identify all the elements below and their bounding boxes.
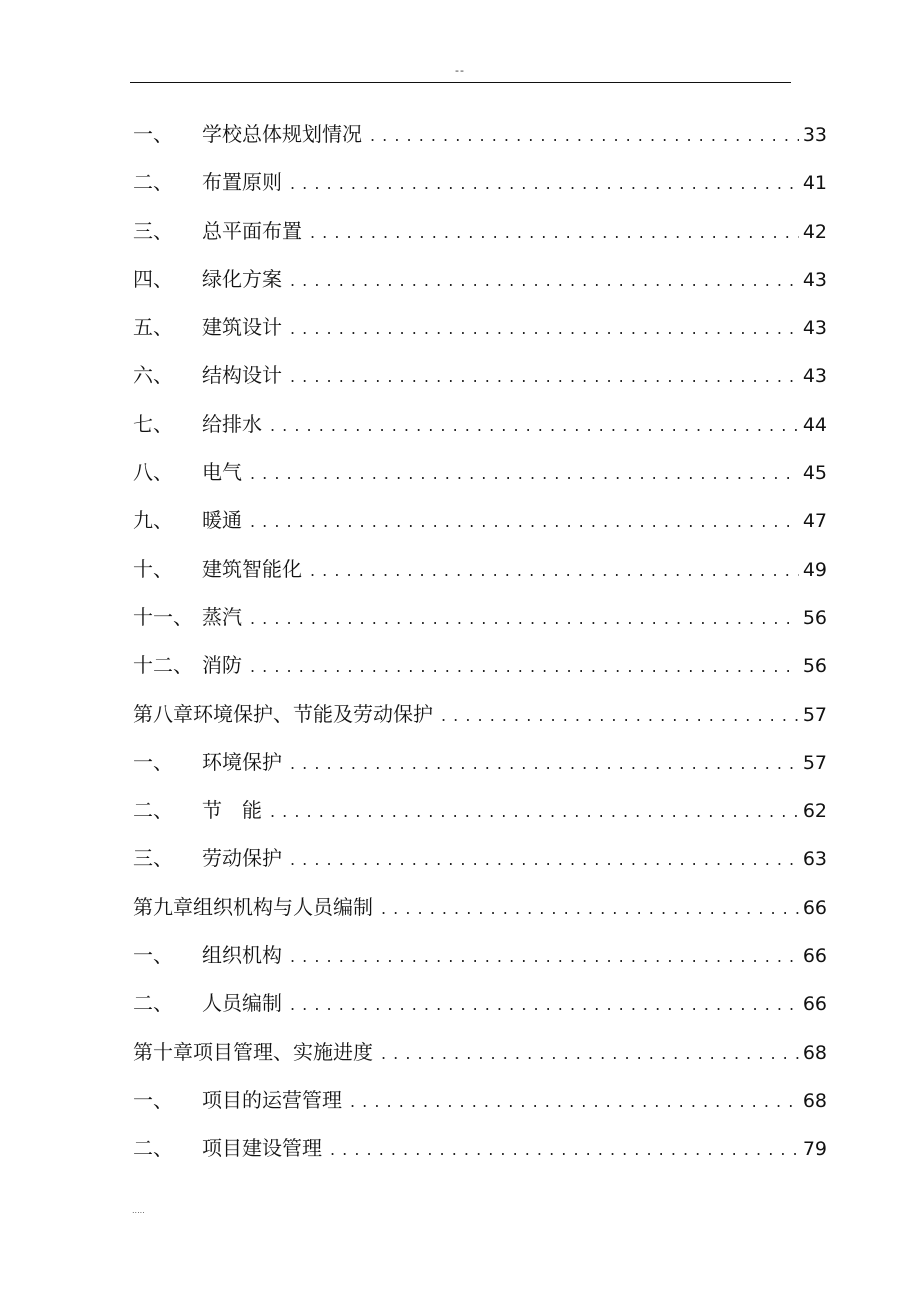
toc-page-number: 68 — [802, 1089, 827, 1112]
toc-entry-number: 三、 — [133, 846, 173, 871]
toc-chapter-entry[interactable] — [133, 1028, 827, 1076]
toc-entry-title: 人员编制 — [202, 991, 282, 1016]
toc-page-number: 56 — [802, 655, 827, 678]
toc-page-number: 43 — [802, 268, 827, 291]
toc-entry-number: 七、 — [133, 411, 173, 436]
toc-page-number: 68 — [802, 1041, 827, 1064]
toc-entry-number: 一、 — [133, 122, 173, 146]
toc-entry-number: 二、 — [133, 991, 173, 1016]
page-footer-mark: ..... — [132, 1206, 145, 1215]
toc-page-number: 57 — [802, 751, 827, 774]
toc-entry-number: 第九章 — [133, 894, 193, 919]
toc-page-number: 33 — [802, 124, 827, 146]
toc-dot-leader — [250, 498, 799, 544]
toc-entry-title: 布置原则 — [202, 170, 282, 195]
toc-entry-title: 暖通 — [202, 508, 242, 533]
toc-dot-leader — [290, 836, 799, 882]
toc-entry-number: 一、 — [133, 943, 173, 968]
toc-dot-leader — [310, 547, 799, 593]
toc-entry-number: 第八章 — [133, 701, 193, 726]
toc-dot-leader — [270, 788, 799, 834]
toc-chapter-entry[interactable] — [133, 690, 827, 738]
toc-entry-title: 节 能 — [202, 798, 262, 823]
toc-page-number: 43 — [802, 365, 827, 388]
toc-page-number: 56 — [802, 606, 827, 629]
toc-section-entry[interactable] — [133, 158, 827, 206]
table-of-contents — [133, 110, 827, 1173]
toc-entry-title: 环境保护、节能及劳动保护 — [193, 701, 433, 726]
toc-page-number: 45 — [802, 462, 827, 485]
toc-entry-title: 绿化方案 — [202, 266, 282, 291]
toc-section-entry[interactable] — [133, 303, 827, 351]
toc-section-entry[interactable] — [133, 400, 827, 448]
toc-dot-leader — [290, 160, 799, 206]
toc-section-entry[interactable] — [133, 110, 827, 158]
toc-entry-title: 蒸汽 — [202, 604, 242, 629]
toc-page-number: 43 — [802, 317, 827, 340]
toc-entry-title: 劳动保护 — [202, 846, 282, 871]
toc-entry-title: 结构设计 — [202, 363, 282, 388]
toc-page-number: 41 — [802, 172, 827, 195]
toc-entry-title: 学校总体规划情况 — [202, 122, 362, 146]
toc-entry-number: 十二、 — [133, 653, 193, 678]
toc-entry-number: 九、 — [133, 508, 173, 533]
toc-section-entry[interactable] — [133, 1076, 827, 1124]
toc-section-entry[interactable] — [133, 255, 827, 303]
toc-dot-leader — [250, 595, 799, 641]
toc-dot-leader — [370, 112, 799, 158]
toc-page-number: 47 — [802, 510, 827, 533]
toc-entry-title: 建筑设计 — [202, 315, 282, 340]
toc-page-number: 42 — [802, 220, 827, 243]
toc-entry-number: 一、 — [133, 749, 173, 774]
toc-entry-title: 给排水 — [202, 411, 262, 436]
toc-entry-number: 二、 — [133, 798, 173, 823]
page-header-mark: -- — [455, 64, 465, 77]
toc-chapter-entry[interactable] — [133, 883, 827, 931]
toc-section-entry[interactable] — [133, 207, 827, 255]
toc-page-number: 66 — [802, 945, 827, 968]
toc-page-number: 66 — [802, 993, 827, 1016]
toc-section-entry[interactable] — [133, 786, 827, 834]
toc-section-entry[interactable] — [133, 738, 827, 786]
toc-section-entry[interactable] — [133, 641, 827, 689]
toc-section-entry[interactable] — [133, 1124, 827, 1172]
toc-section-entry[interactable] — [133, 834, 827, 882]
toc-dot-leader — [250, 450, 799, 496]
toc-section-entry[interactable] — [133, 496, 827, 544]
toc-entry-title: 电气 — [202, 460, 242, 485]
toc-entry-number: 八、 — [133, 460, 173, 485]
toc-dot-leader — [270, 402, 799, 448]
toc-dot-leader — [310, 209, 799, 255]
toc-entry-title: 项目管理、实施进度 — [193, 1039, 373, 1064]
toc-page-number: 44 — [802, 413, 827, 436]
toc-section-entry[interactable] — [133, 931, 827, 979]
toc-entry-number: 六、 — [133, 363, 173, 388]
toc-entry-number: 二、 — [133, 1136, 173, 1161]
toc-page-number: 79 — [802, 1138, 827, 1161]
toc-entry-title: 组织机构与人员编制 — [193, 894, 373, 919]
toc-entry-title: 项目建设管理 — [202, 1136, 322, 1161]
toc-section-entry[interactable] — [133, 545, 827, 593]
toc-section-entry[interactable] — [133, 351, 827, 399]
toc-entry-title: 总平面布置 — [202, 218, 302, 243]
toc-section-entry[interactable] — [133, 448, 827, 496]
toc-entry-number: 第十章 — [133, 1039, 193, 1064]
toc-entry-title: 建筑智能化 — [202, 556, 302, 581]
toc-entry-title: 组织机构 — [202, 943, 282, 968]
toc-entry-number: 二、 — [133, 170, 173, 195]
toc-entry-number: 四、 — [133, 266, 173, 291]
toc-dot-leader — [290, 933, 799, 979]
toc-section-entry[interactable] — [133, 979, 827, 1027]
toc-dot-leader — [290, 981, 799, 1027]
toc-dot-leader — [381, 1030, 799, 1076]
header-rule — [130, 82, 791, 83]
toc-dot-leader — [290, 257, 799, 303]
toc-entry-number: 十、 — [133, 556, 173, 581]
toc-page-number: 62 — [802, 800, 827, 823]
toc-section-entry[interactable] — [133, 593, 827, 641]
toc-page-number: 57 — [802, 703, 827, 726]
toc-entry-title: 项目的运营管理 — [202, 1087, 342, 1112]
toc-entry-number: 一、 — [133, 1087, 173, 1112]
toc-page-number: 66 — [802, 896, 827, 919]
toc-dot-leader — [290, 740, 799, 786]
toc-dot-leader — [290, 305, 799, 351]
toc-dot-leader — [250, 643, 799, 689]
toc-dot-leader — [330, 1126, 799, 1172]
toc-entry-number: 五、 — [133, 315, 173, 340]
toc-entry-number: 十一、 — [133, 604, 193, 629]
toc-page-number: 49 — [802, 558, 827, 581]
toc-dot-leader — [350, 1078, 799, 1124]
toc-entry-title: 环境保护 — [202, 749, 282, 774]
toc-dot-leader — [381, 885, 799, 931]
toc-entry-title: 消防 — [202, 653, 242, 678]
toc-dot-leader — [290, 353, 799, 399]
toc-page-number: 63 — [802, 848, 827, 871]
toc-entry-number: 三、 — [133, 218, 173, 243]
toc-dot-leader — [441, 692, 799, 738]
